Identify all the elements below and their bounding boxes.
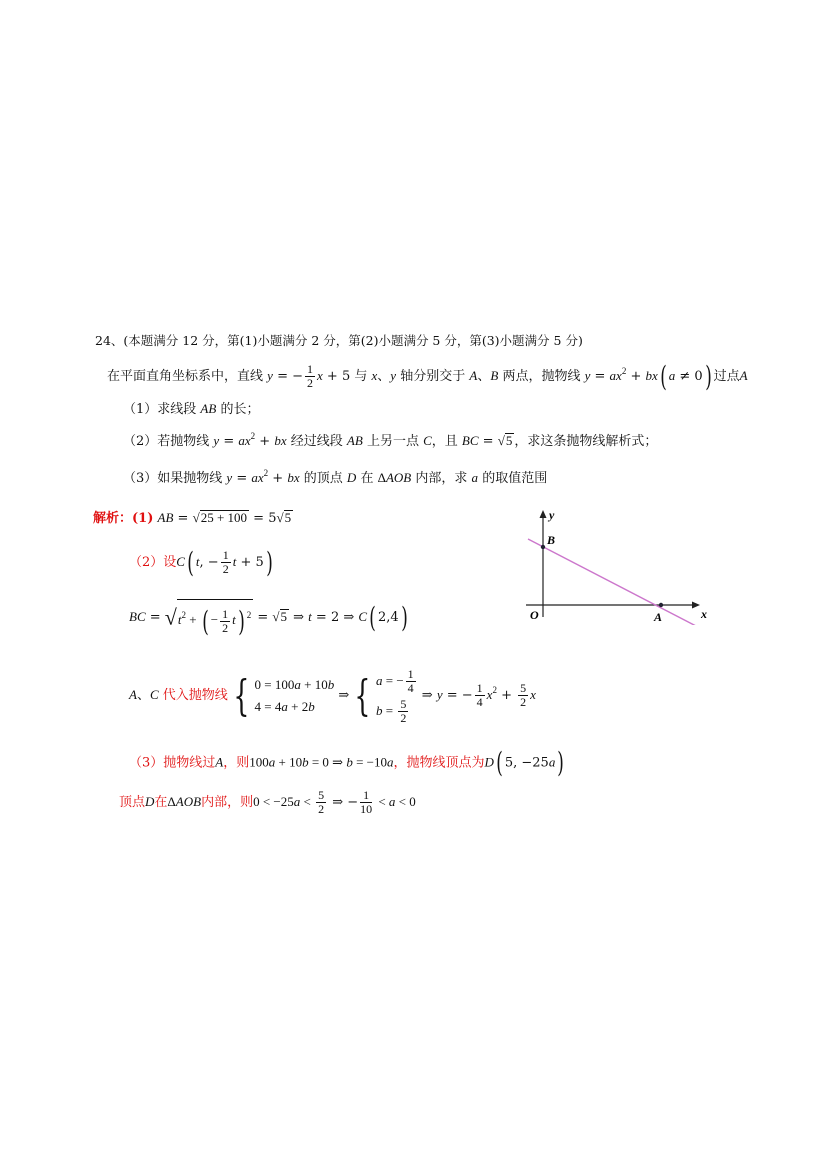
x-axis-arrow <box>692 602 700 609</box>
point-a-label: A <box>654 610 663 624</box>
question-1: （1）求线段 AB 的长； <box>123 401 260 417</box>
question-2: （2）若抛物线 $y = ax^2$ + bx 经过线段 AB 上另一点 C，且 BC = √5 ，求这条抛物线解析式； <box>123 431 658 449</box>
point-b-dot <box>541 545 545 549</box>
axis-x-label: x <box>701 607 707 621</box>
line-ab <box>528 539 696 625</box>
solution-part-3-range: 顶点D在ΔAOB内部，则0 < −25a < $\frac{5}{2}$ ⇒ − $\frac{1}{10}$ < a < 0 <box>119 788 416 816</box>
solution-system: A、C 代入抛物线 { 0 = 100a + 10b 4 = 4a + 2b ⇒ { a = − $\frac{1}{4}$ b = $\frac{5}{2}$ ⇒ y = − $\frac{1}{4}$ $x^2$ + $\frac{5}{2}$ x <box>129 667 536 726</box>
origin-label: O <box>530 608 539 622</box>
solution-part-2-set-c: （2）设C( t, − $\frac{1}{2}$ t + 5) <box>129 545 273 579</box>
problem-stem: 在平面直角坐标系中，直线 y = − $\frac{1}{2}$ x + 5 与 x、y 轴分别交于 A、B 两点，抛物线 $y = ax^2 + bx$( a ≠ 0) 过点A <box>107 359 748 393</box>
solution-bc-equation: BC = $√t^2$ + ( − $\frac{1}{2}$ t) $^2$ = √5 ⇒ t = 2 ⇒ C( 2,4) <box>129 600 408 638</box>
coordinate-graph <box>518 505 718 625</box>
solution-part-3: （3）抛物线过A，则100a + 10b = 0 ⇒ b = −10a，抛物线顶点为D( 5, −25a) <box>129 746 565 779</box>
axis-y-label: y <box>549 508 555 522</box>
point-a-dot <box>659 603 663 607</box>
point-b-label: B <box>547 533 556 547</box>
solution-part-1: 解析：(1) AB = √25 + 100 = 5√5 <box>93 510 292 526</box>
y-axis-arrow <box>540 510 547 518</box>
question-3: （3）如果抛物线 $y = ax^2$ + bx 的顶点 D 在 ΔAOB 内部，求 a 的取值范围 <box>123 468 548 486</box>
problem-header: 24、(本题满分 12 分，第(1)小题满分 2 分，第(2)小题满分 5 分，第(3)小题满分 5 分) <box>95 333 583 348</box>
